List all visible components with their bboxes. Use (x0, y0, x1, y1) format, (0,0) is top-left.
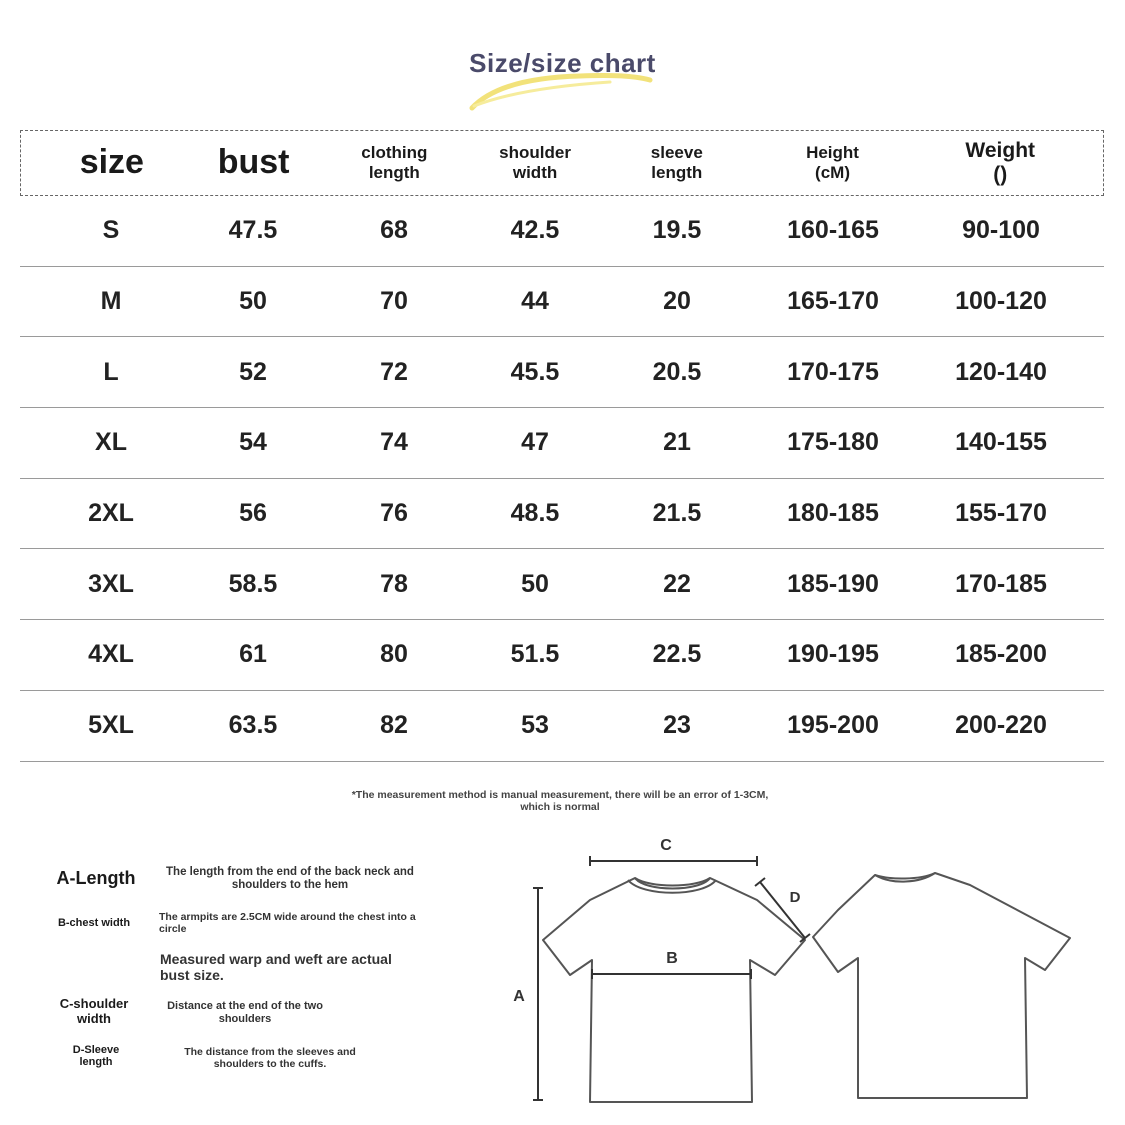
table-cell: 100-120 (955, 287, 1047, 316)
table-cell: 5XL (88, 711, 134, 740)
table-cell: XL (95, 428, 127, 457)
header-clothing-length: clothing length (361, 143, 428, 182)
table-cell: 50 (239, 287, 267, 316)
chart-title-area (0, 40, 1125, 110)
legend-b-key: B-chest width (57, 917, 131, 929)
table-cell: 58.5 (228, 569, 278, 598)
header-weight: Weight () (965, 138, 1036, 186)
size-table (20, 130, 1104, 762)
dimension-b (592, 969, 751, 979)
table-cell: 190-195 (787, 640, 879, 669)
tshirt-diagram (500, 830, 1100, 1110)
table-cell: 22 (663, 569, 691, 598)
table-cell: L (103, 357, 119, 386)
table-cell: 90-100 (962, 216, 1040, 245)
dimension-a (533, 888, 543, 1100)
legend-c-desc: Distance at the end of the two shoulders (167, 1000, 323, 1025)
table-cell: 21 (663, 428, 691, 457)
table-row (20, 620, 1104, 691)
table-cell: 180-185 (787, 499, 879, 528)
table-cell: 45.5 (510, 357, 560, 386)
table-cell: 52 (239, 357, 267, 386)
measurement-legend (40, 860, 450, 1080)
table-cell: 165-170 (787, 287, 879, 316)
table-row (20, 549, 1104, 620)
table-cell: 78 (380, 569, 408, 598)
table-cell: 63.5 (228, 711, 278, 740)
table-cell: 44 (521, 287, 549, 316)
page-title: Size/size chart (469, 48, 656, 78)
table-row (20, 337, 1104, 408)
table-cell: 120-140 (955, 357, 1047, 386)
table-cell: 23 (663, 711, 691, 740)
table-cell: 200-220 (955, 711, 1047, 740)
table-body (20, 196, 1104, 762)
table-cell: 54 (239, 428, 267, 457)
table-cell: 80 (380, 640, 408, 669)
table-cell: 56 (239, 499, 267, 528)
table-cell: 42.5 (510, 216, 560, 245)
label-b: B (666, 950, 678, 967)
dimension-c (590, 856, 757, 866)
table-cell: 170-175 (787, 357, 879, 386)
measurement-note-line-1: *The measurement method is manual measurement, there will be an error of 1-3CM, (351, 789, 769, 801)
table-cell: 22.5 (652, 640, 702, 669)
header-bust: bust (217, 143, 290, 182)
table-cell: 185-200 (955, 640, 1047, 669)
table-cell: 72 (380, 357, 408, 386)
table-cell: 20 (663, 287, 691, 316)
header-sleeve-length: sleeve length (650, 143, 703, 182)
table-cell: 47 (521, 428, 549, 457)
legend-c-key: C-shoulder width (59, 996, 129, 1026)
legend-a-key: A-Length (56, 868, 136, 888)
measurement-note-line-2: which is normal (520, 800, 600, 813)
table-cell: 68 (380, 216, 408, 245)
table-cell: 76 (380, 499, 408, 528)
table-cell: 140-155 (955, 428, 1047, 457)
table-header (20, 130, 1104, 196)
table-cell: 185-190 (787, 569, 879, 598)
tshirt-back-outline (813, 873, 1070, 1098)
table-row (20, 196, 1104, 267)
table-cell: 50 (521, 569, 549, 598)
legend-d-desc: The distance from the sleeves and shoulders to the cuffs. (184, 1046, 356, 1071)
table-cell: 4XL (88, 640, 134, 669)
table-cell: 19.5 (652, 216, 702, 245)
table-cell: 70 (380, 287, 408, 316)
table-cell: M (100, 287, 122, 316)
table-row (20, 691, 1104, 762)
table-cell: 82 (380, 711, 408, 740)
table-cell: 195-200 (787, 711, 879, 740)
label-a: A (513, 988, 525, 1005)
table-row (20, 479, 1104, 550)
table-cell: 47.5 (228, 216, 278, 245)
legend-b-extra: Measured warp and weft are actual bust size. (160, 951, 392, 984)
label-c: C (660, 837, 672, 854)
header-height: Height (cM) (806, 143, 859, 182)
label-d: D (789, 889, 801, 906)
table-cell: 170-185 (955, 569, 1047, 598)
table-cell: 53 (521, 711, 549, 740)
table-cell: 2XL (88, 499, 134, 528)
dimension-d (755, 878, 810, 942)
table-row (20, 267, 1104, 338)
table-cell: 3XL (88, 569, 134, 598)
legend-d-key: D-Sleeve length (72, 1044, 120, 1069)
table-cell: 74 (380, 428, 408, 457)
measurement-note (300, 790, 820, 813)
table-cell: 20.5 (652, 357, 702, 386)
table-cell: 160-165 (787, 216, 879, 245)
tshirt-front-outline (543, 878, 805, 1102)
legend-a-desc: The length from the end of the back neck and shoulders to the hem (166, 866, 414, 892)
table-cell: S (102, 216, 120, 245)
header-shoulder-width: shoulder width (499, 143, 571, 182)
table-cell: 21.5 (652, 499, 702, 528)
table-cell: 175-180 (787, 428, 879, 457)
table-cell: 51.5 (510, 640, 560, 669)
table-cell: 48.5 (510, 499, 560, 528)
table-cell: 155-170 (955, 499, 1047, 528)
table-cell: 61 (239, 640, 267, 669)
table-row (20, 408, 1104, 479)
header-size: size (79, 143, 144, 182)
legend-b-desc: The armpits are 2.5CM wide around the chest into a circle (159, 911, 416, 936)
